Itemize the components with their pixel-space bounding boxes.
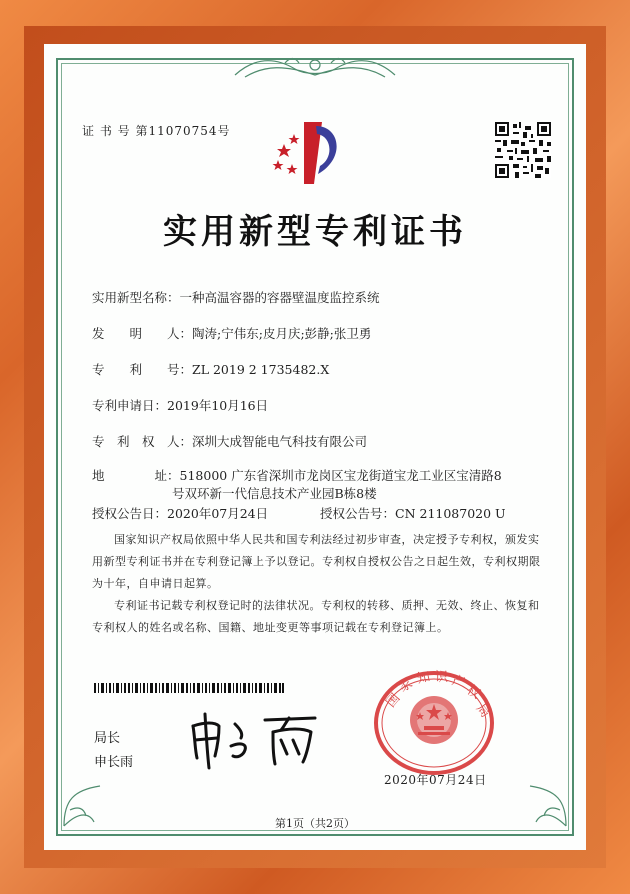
- field-grant-announcement-number: [320, 504, 506, 522]
- field-value: 一种高温容器的容器壁温度监控系统: [179, 290, 380, 305]
- field-value: 2020年07月24日: [167, 506, 269, 521]
- top-ornament-icon: [225, 55, 405, 83]
- field-label: 专 利 号：: [92, 362, 193, 377]
- official-seal-icon: [372, 668, 496, 778]
- svg-text:家: 家: [396, 675, 416, 696]
- field-label: 专利申请日：: [92, 398, 168, 413]
- field-address-line2: 号双环新一代信息技术产业园B栋8楼: [172, 486, 377, 501]
- page-number: 第1页（共2页）: [275, 817, 355, 830]
- field-patent-number: [92, 360, 329, 378]
- body-paragraph-2: 专利证书记载专利权登记时的法律状况。专利权的转移、质押、无效、终止、恢复和专利权人的姓名或名称、国籍、地址变更等事项记载在专利登记簿上。: [92, 599, 540, 634]
- patent-office-logo-icon: [270, 114, 350, 190]
- field-value: 518000 广东省深圳市龙岗区宝龙街道宝龙工业区宝清路8: [179, 468, 502, 483]
- certificate-title: 实用新型专利证书: [163, 212, 467, 252]
- field-label: 专 利 权 人：: [92, 434, 193, 449]
- svg-text:权: 权: [463, 682, 483, 703]
- body-paragraph-1: 国家知识产权局依照中华人民共和国专利法经过初步审查，决定授予专利权，颁发实用新型专利证书并在专利登记簿上予以登记。专利权自授权公告之日起生效，专利权期限为十年，自申请日起算。: [92, 533, 541, 590]
- field-value: 深圳大成智能电气科技有限公司: [192, 434, 368, 449]
- field-utility-model-name: [92, 288, 380, 306]
- svg-text:知: 知: [415, 669, 432, 687]
- field-label: 地 址：: [92, 468, 180, 483]
- field-inventors: [92, 324, 371, 342]
- field-label: 发 明 人：: [92, 326, 193, 341]
- field-label: 实用新型名称：: [92, 290, 180, 305]
- svg-text:产: 产: [450, 673, 467, 692]
- field-address: [92, 466, 502, 484]
- certificate-number: 证 书 号 第11070754号: [82, 124, 231, 138]
- svg-text:识: 识: [435, 670, 449, 685]
- seal-date: 2020年07月24日: [384, 773, 487, 787]
- field-grant-announcement-date: [92, 504, 268, 522]
- field-value: 陶涛;宁伟东;皮月庆;彭静;张卫勇: [192, 326, 372, 341]
- qr-code-icon: [495, 122, 551, 178]
- signatory-title: 局长: [94, 731, 121, 746]
- field-patentee: [92, 432, 367, 450]
- signatory-name: 申长雨: [94, 755, 134, 770]
- field-label: 授权公告号：: [320, 506, 396, 521]
- barcode-icon: [94, 683, 284, 693]
- svg-text:局: 局: [472, 701, 493, 721]
- field-value: ZL 2019 2 1735482.X: [192, 362, 330, 377]
- field-application-date: [92, 396, 268, 414]
- svg-text:国: 国: [383, 690, 404, 711]
- field-value: 2019年10月16日: [167, 398, 269, 413]
- field-value: CN 211087020 U: [395, 506, 506, 521]
- handwritten-signature-icon: [185, 708, 325, 770]
- field-label: 授权公告日：: [92, 506, 168, 521]
